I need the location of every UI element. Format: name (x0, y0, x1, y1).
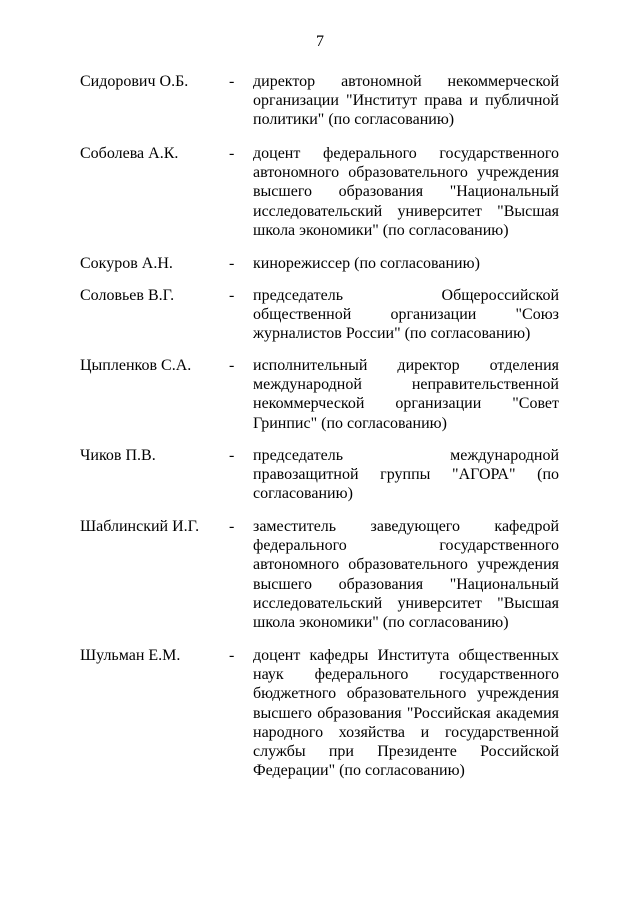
separator-dash: - (229, 73, 235, 90)
person-name: Соболева А.К. (80, 145, 179, 162)
page-number: 7 (316, 33, 324, 50)
person-name: Шаблинский И.Г. (80, 518, 200, 535)
person-name: Цыпленков С.А. (80, 357, 192, 374)
separator-dash: - (229, 287, 235, 304)
person-name: Сокуров А.Н. (80, 255, 173, 272)
separator-dash: - (229, 255, 235, 272)
person-position: председатель международной правозащитной группы "АГОРА" (по согласованию) (253, 447, 559, 503)
separator-dash: - (229, 145, 235, 162)
person-position: кинорежиссер (по согласованию) (253, 255, 480, 272)
separator-dash: - (229, 357, 235, 374)
person-position: председатель Общероссийской общественной организации "Союз журналистов России" (по согласованию) (253, 287, 559, 343)
person-name: Сидорович О.Б. (80, 73, 189, 90)
person-position: заместитель заведующего кафедрой федерального государственного автономного образовательного учреждения высшего образования "Национальный исследовательский университет "Высшая школа экономики" (по согласованию) (253, 518, 559, 632)
separator-dash: - (229, 647, 235, 664)
person-position: исполнительный директор отделения международной неправительственной некоммерческой организации "Совет Гринпис" (по согласованию) (253, 357, 559, 432)
person-name: Чиков П.В. (80, 447, 156, 464)
separator-dash: - (229, 518, 235, 535)
separator-dash: - (229, 447, 235, 464)
person-position: доцент кафедры Института общественных наук федерального государственного бюджетного образовательного учреждения высшего образования "Российская академия народного хозяйства и государственной службы при Президенте Российской Федерации" (по согласованию) (253, 647, 559, 780)
person-name: Шульман Е.М. (80, 647, 181, 664)
person-position: директор автономной некоммерческой организации "Институт права и публичной политики" (по согласованию) (253, 73, 559, 129)
person-name: Соловьев В.Г. (80, 287, 175, 304)
person-position: доцент федерального государственного автономного образовательного учреждения высшего образования "Национальный исследовательский университет "Высшая школа экономики" (по согласованию) (253, 145, 559, 239)
